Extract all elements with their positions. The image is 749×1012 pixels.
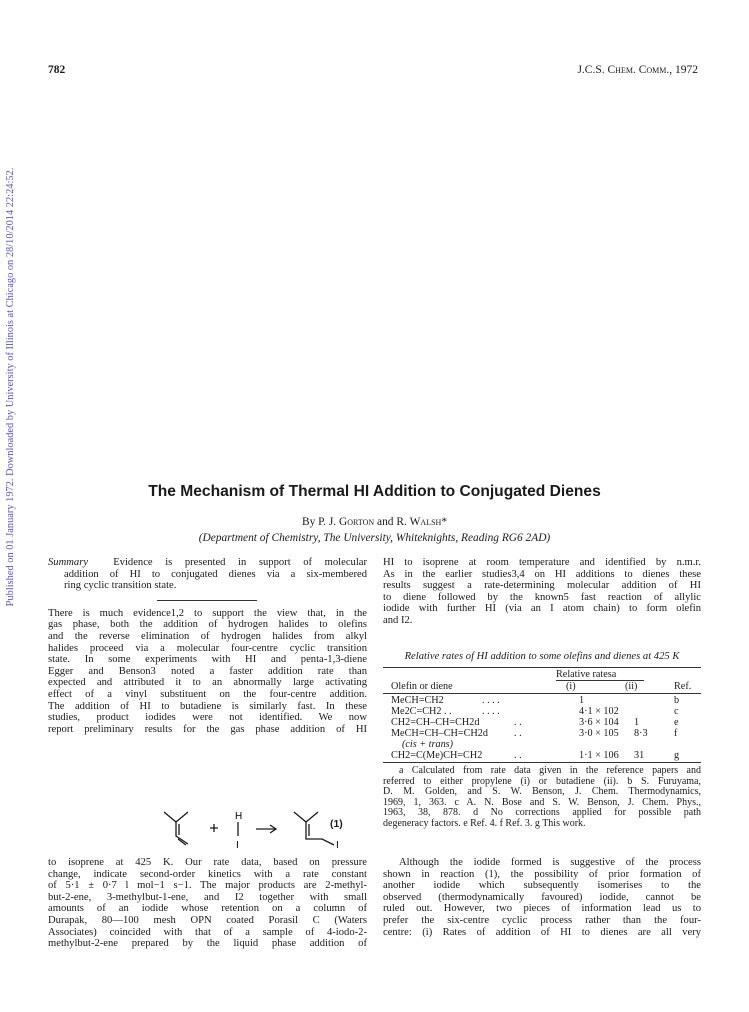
body-line: observed (thermodynamically favoured) iodide, cannot be xyxy=(383,891,701,903)
table-header-olefin: Olefin or diene xyxy=(391,681,453,692)
table-cell-dots: . . xyxy=(514,717,522,728)
journal-header xyxy=(577,64,698,76)
intro-line: report preliminary results for the gas phase addition of HI xyxy=(48,723,367,735)
summary-rule-spacer xyxy=(48,592,367,608)
intro-line: expected and attributed it to an abnormally large activating xyxy=(48,677,367,689)
author-walsh: Walsh xyxy=(409,516,442,528)
body-line: amounts of an iodide whose retention on a column of xyxy=(48,903,367,915)
table-cell-olefin: Me2C=CH2 . . xyxy=(391,706,452,717)
body-line: Although the iodide formed is suggestive of the process xyxy=(399,857,701,868)
table-footnotes xyxy=(383,766,701,830)
table-cell-rate-i: 4·1 × 102 xyxy=(579,706,619,717)
table-rule-top xyxy=(383,667,701,668)
intro-line: and the reverse elimination of hydrogen halides from alkyl xyxy=(48,630,367,642)
table-cell-ref: e xyxy=(674,717,679,728)
table-cell-ref: f xyxy=(674,728,678,739)
footnote-line: D. M. Golden, and S. W. Benson, J. Chem. Thermodynamics, xyxy=(383,786,701,798)
download-watermark: Published on 01 January 1972. Downloaded by University of Illinois at Chicago on 28/10/2014 22:24:52. xyxy=(5,167,16,607)
left-column-top xyxy=(48,557,367,735)
body-line: iodide with further HI (via an I atom chain) to form olefin xyxy=(383,603,701,615)
body-line: change, indicate second-order kinetics with a rate constant xyxy=(48,868,367,880)
page-number: 782 xyxy=(48,64,66,76)
table-cell-rate-ii: 1 xyxy=(634,717,640,728)
isoprene-skeleton xyxy=(164,812,188,822)
body-line: of 5·1 ± 0·7 l mol−1 s−1. The major products are 2-methyl- xyxy=(48,880,367,892)
body-line: but-2-ene, 3-methylbut-1-ene, and I2 together with small xyxy=(48,891,367,903)
table-cell-olefin: CH2=C(Me)CH=CH2 xyxy=(391,750,483,761)
body-line: another iodide which subsequently isomerises to the xyxy=(383,880,701,892)
table-cell-rate-i: 3·6 × 104 xyxy=(579,717,619,728)
body-line: to diene followed by the known5 fast reaction of allylic xyxy=(383,591,701,603)
body-line: prefer the six-centre cyclic process rather than the four- xyxy=(383,914,701,926)
hydrogen-label: H xyxy=(235,811,243,822)
table-cell-dots: . . xyxy=(514,728,522,739)
intro-line: studies, product iodides were not identified. We now xyxy=(48,712,367,724)
scheme-number: (1) xyxy=(330,819,343,830)
table-cell-dots: . . . . xyxy=(482,695,500,706)
footnote-line: 1963, 38, 878. d No corrections applied for possible path xyxy=(383,807,701,819)
table-cell-rate-ii: 8·3 xyxy=(634,728,648,739)
intro-line: There is much evidence1,2 to support the view that, in the xyxy=(48,607,367,619)
iodine-label: I xyxy=(236,840,239,851)
body-line: centre: (i) Rates of addition of HI to dienes are all very xyxy=(383,926,701,938)
journal-year: , 1972 xyxy=(669,64,698,76)
body-line: Associates) coincided with that of a sample of 4-iodo-2- xyxy=(48,926,367,938)
body-line: and I2. xyxy=(383,614,413,626)
summary-line: ring cyclic transition state. xyxy=(64,580,177,592)
footnote-line: a Calculated from rate data given in the reference papers and xyxy=(399,765,701,776)
isoprene-chain xyxy=(176,822,188,844)
summary-line: addition of HI to conjugated dienes via a six-membered xyxy=(64,568,367,580)
body-line: to isoprene at 425 K. Our rate data, based on pressure xyxy=(48,857,367,868)
table-rule-bottom xyxy=(383,762,701,763)
corresponding-mark: * xyxy=(441,516,448,528)
intro-line: state. In some experiments with HI and penta-1,3-diene xyxy=(48,654,367,666)
body-line: As in the earlier studies3,4 on HI additions to dienes these xyxy=(383,568,701,580)
table-cell-olefin: (cis + trans) xyxy=(402,739,454,750)
table-cell-rate-i: 1·1 × 106 xyxy=(579,750,619,761)
right-column-bottom xyxy=(383,857,701,938)
table-cell-dots: . . xyxy=(514,750,522,761)
intro-line: halides proceed via a molecular four-centre cyclic transition xyxy=(48,642,367,654)
table-cell-olefin: MeCH=CH2 xyxy=(391,695,444,706)
left-column-bottom xyxy=(48,857,367,950)
table-cell-rate-i: 1 xyxy=(579,695,585,706)
author-gorton: Gorton xyxy=(339,516,375,528)
author-by: By P. J. xyxy=(301,516,337,528)
summary-label: Summary xyxy=(48,557,89,568)
table-rule-header xyxy=(383,693,701,694)
table-cell-ref: b xyxy=(674,695,680,706)
body-line: ruled out. However, two pieces of information lead us to xyxy=(383,903,701,915)
reaction-scheme xyxy=(150,804,400,854)
author-line xyxy=(0,516,749,528)
table-cell-rate-i: 3·0 × 105 xyxy=(579,728,619,739)
table-header-ii: (ii) xyxy=(625,681,638,692)
table-cell-rate-ii: 31 xyxy=(634,750,645,761)
footnote-line: referred to either propylene (i) or butadiene (ii). b S. Furuyama, xyxy=(383,775,701,787)
right-column-top xyxy=(383,557,701,627)
body-line: methylbut-2-ene prepared by the liquid phase addition of xyxy=(48,938,367,950)
article-title: The Mechanism of Thermal HI Addition to Conjugated Dienes xyxy=(148,483,601,500)
journal-name: Chem. Comm. xyxy=(607,64,670,76)
product-top xyxy=(294,812,318,822)
body-line: Durapak, 80—100 mesh OPN coated Porasil C (Waters xyxy=(48,914,367,926)
author-and: and R. xyxy=(377,516,407,528)
affiliation: (Department of Chemistry, The University, Whiteknights, Reading RG6 2AD) xyxy=(198,532,551,544)
table-cell-olefin: MeCH=CH–CH=CH2d xyxy=(391,728,488,739)
body-line: shown in reaction (1), the possibility of prior formation of xyxy=(383,868,701,880)
intro-line: effect of a vinyl substituent on the four-centre addition. xyxy=(48,688,367,700)
table-header-ref: Ref. xyxy=(674,681,692,692)
table-cell-ref: c xyxy=(674,706,679,717)
plus-sign xyxy=(210,824,218,832)
journal-prefix: J.C.S. xyxy=(577,64,605,76)
table-group-header: Relative ratesa xyxy=(556,669,617,680)
table-caption: Relative rates of HI addition to some olefins and dienes at 425 K xyxy=(404,651,680,662)
table-cell-dots: . . . . xyxy=(482,706,500,717)
footnote-line: degeneracy factors. e Ref. 4. f Ref. 3. g This work. xyxy=(383,817,586,829)
summary-line: Summary Evidence is presented in support of molecular xyxy=(48,557,367,568)
table-cell-olefin: CH2=CH–CH=CH2d xyxy=(391,717,480,728)
intro-line: The addition of HI to butadiene is similarly fast. In these xyxy=(48,700,367,712)
product-iodine-label: I xyxy=(336,840,339,851)
intro-line: Egger and Benson3 noted a faster addition rate than xyxy=(48,665,367,677)
table-header-i: (i) xyxy=(566,681,576,692)
intro-paragraph xyxy=(48,608,367,736)
summary-rule xyxy=(157,600,257,601)
table-cell-ref: g xyxy=(674,750,680,761)
body-line: HI to isoprene at room temperature and identified by n.m.r. xyxy=(383,557,701,568)
reaction-arrow xyxy=(256,825,276,833)
body-line: results suggest a rate-determining molecular addition of HI xyxy=(383,580,701,592)
intro-line: gas phase, both the addition of hydrogen halides to olefins xyxy=(48,619,367,631)
footnote-line: 1969, 1, 363. c A. N. Bose and S. W. Benson, J. Chem. Phys., xyxy=(383,796,701,808)
